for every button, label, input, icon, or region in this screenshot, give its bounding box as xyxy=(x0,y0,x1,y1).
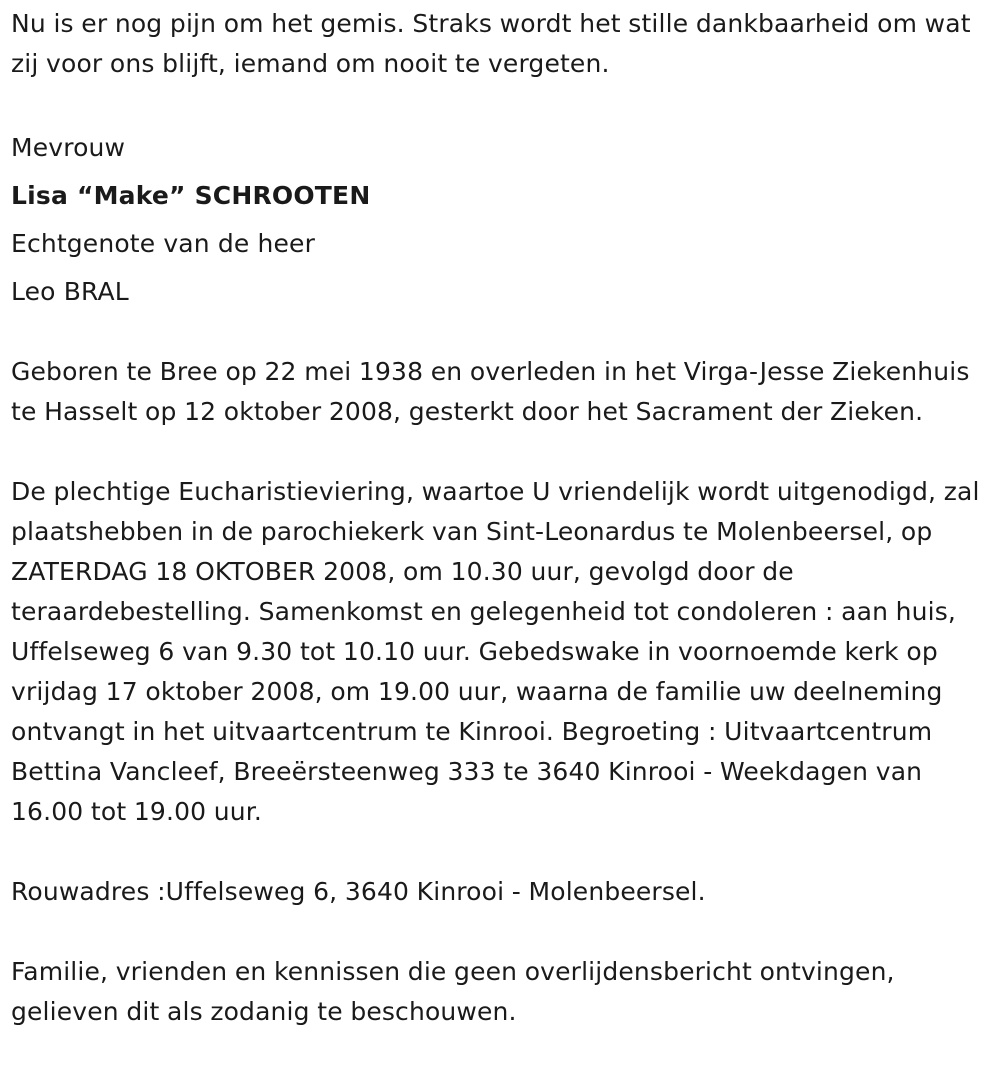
person-block xyxy=(11,124,988,316)
spacer xyxy=(11,316,988,352)
spouse-name: Leo BRAL xyxy=(11,277,129,306)
closing-text: Familie, vrienden en kennissen die geen overlijdensbericht ontvingen, gelieven dit als zodanig te beschouwen. xyxy=(11,957,895,1026)
spacer xyxy=(11,912,988,952)
relation-text: Echtgenote van de heer xyxy=(11,229,315,258)
intro-text: Nu is er nog pijn om het gemis. Straks wordt het stille dankbaarheid om wat zij voor ons blijft, iemand om nooit te vergeten. xyxy=(11,9,971,78)
funeral-address: Rouwadres :Uffelseweg 6, 3640 Kinrooi - Molenbeersel. xyxy=(11,877,706,906)
spacer xyxy=(11,432,988,472)
birth-death-text: Geboren te Bree op 22 mei 1938 en overleden in het Virga-Jesse Ziekenhuis te Hasselt op 12 oktober 2008, gesterkt door het Sacrament der Zieken. xyxy=(11,357,970,426)
deceased-name: Lisa “Make” SCHROOTEN xyxy=(11,181,371,210)
spacer xyxy=(11,832,988,872)
spacer xyxy=(11,84,988,124)
salutation: Mevrouw xyxy=(11,133,126,162)
ceremony-text: De plechtige Eucharistieviering, waartoe U vriendelijk wordt uitgenodigd, zal plaatshebben in de parochiekerk van Sint-Leonardus te Molenbeersel, op ZATERDAG 18 OKTOBER 2008, om 10.30 uur, gevolgd door de teraardebestelling. Samenkomst en gelegenheid tot condoleren : aan huis, Uffelseweg 6 van 9.30 tot 10.10 uur. Gebedswake in voornoemde kerk op vrijdag 17 oktober 2008, om 19.00 uur, waarna de familie uw deelneming ontvangt in het uitvaartcentrum te Kinrooi. Begroeting : Uitvaartcentrum Bettina Vancleef, Breeërsteenweg 333 te 3640 Kinrooi - Weekdagen van 16.00 tot 19.00 uur. xyxy=(11,477,980,826)
